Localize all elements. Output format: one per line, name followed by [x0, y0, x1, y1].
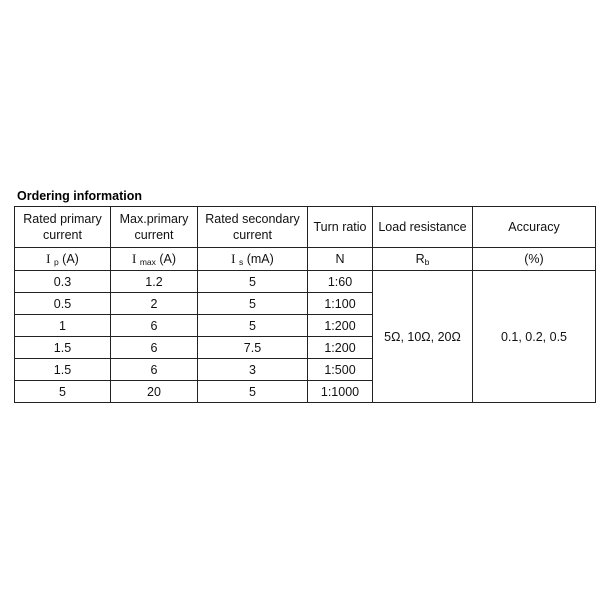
unit-accuracy: (%) [473, 248, 596, 271]
unit-ip [15, 248, 111, 271]
unit-turn-ratio: N [308, 248, 373, 271]
cell-is: 7.5 [198, 337, 308, 359]
cell-ip: 0.3 [15, 271, 111, 293]
cell-turn-ratio: 1:60 [308, 271, 373, 293]
cell-ip: 1.5 [15, 337, 111, 359]
ip-symbol: I [46, 250, 51, 266]
imax-symbol: I [131, 250, 137, 266]
section-title: Ordering information [17, 189, 142, 203]
cell-imax: 6 [111, 337, 198, 359]
cell-ip: 5 [15, 381, 111, 403]
table-row [15, 271, 596, 293]
header-rated-secondary-current: Rated secondary current [198, 207, 308, 248]
cell-is: 3 [198, 359, 308, 381]
unit-is [198, 248, 308, 271]
header-turn-ratio: Turn ratio [308, 207, 373, 248]
cell-is: 5 [198, 381, 308, 403]
header-max-primary-current: Max.primary current [111, 207, 198, 248]
cell-turn-ratio: 1:500 [308, 359, 373, 381]
cell-ip: 1 [15, 315, 111, 337]
rb-subscript: b [424, 256, 430, 267]
cell-imax: 6 [111, 359, 198, 381]
cell-imax: 2 [111, 293, 198, 315]
cell-is: 5 [198, 271, 308, 293]
ip-unit: (A) [58, 251, 79, 266]
header-rated-primary-current: Rated primary current [15, 207, 111, 248]
unit-imax [111, 248, 198, 271]
cell-accuracy: 0.1, 0.2, 0.5 [473, 271, 596, 403]
ip-subscript: p [53, 256, 59, 267]
cell-is: 5 [198, 315, 308, 337]
header-load-resistance: Load resistance [373, 207, 473, 248]
cell-load-resistance: 5Ω, 10Ω, 20Ω [373, 271, 473, 403]
cell-imax: 6 [111, 315, 198, 337]
cell-ip: 0.5 [15, 293, 111, 315]
cell-turn-ratio: 1:200 [308, 337, 373, 359]
imax-unit: (A) [155, 251, 177, 266]
is-unit: (mA) [243, 251, 274, 266]
unit-row [15, 248, 596, 271]
cell-turn-ratio: 1:200 [308, 315, 373, 337]
ordering-table [14, 206, 596, 403]
is-symbol: I [231, 250, 236, 266]
cell-turn-ratio: 1:1000 [308, 381, 373, 403]
cell-imax: 1.2 [111, 271, 198, 293]
header-row [15, 207, 596, 248]
rb-symbol: R [415, 251, 425, 266]
cell-ip: 1.5 [15, 359, 111, 381]
imax-subscript: max [139, 256, 156, 267]
cell-is: 5 [198, 293, 308, 315]
is-subscript: s [239, 256, 244, 267]
header-accuracy: Accuracy [473, 207, 596, 248]
cell-imax: 20 [111, 381, 198, 403]
cell-turn-ratio: 1:100 [308, 293, 373, 315]
unit-rb [373, 248, 473, 271]
